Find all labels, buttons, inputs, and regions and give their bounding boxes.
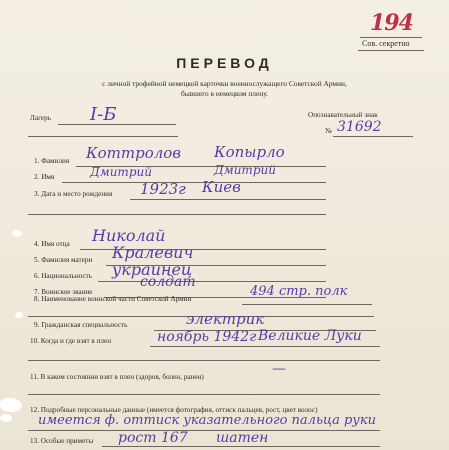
field-13-label: 13. Особые приметы	[30, 437, 94, 445]
tag-label: Опознавательный знак	[308, 111, 378, 119]
field-13-value: рост 167	[118, 430, 188, 446]
field-9-label: 9. Гражданская специальность	[34, 321, 128, 329]
field-10-value-2: Великие Луки	[258, 328, 362, 344]
field-10-line-2	[28, 360, 380, 361]
field-3-line-2	[28, 214, 326, 215]
paper-tear	[0, 414, 12, 422]
field-4-value: Николай	[92, 226, 166, 245]
field-11-label: 11. В каком состоянии взят в плен (здоров, болен, ранен)	[30, 373, 204, 381]
tag-value: 31692	[337, 119, 382, 135]
field-10-label: 10. Когда и где взят в плен	[30, 337, 112, 345]
field-12-value: имеется ф. оттиск указательного пальца руки	[38, 413, 376, 428]
paper-tear	[15, 312, 23, 318]
field-5-value: Кралевич	[112, 243, 194, 262]
field-2-value-2: Дмитрий	[214, 163, 276, 177]
paper-tear	[0, 398, 22, 412]
field-11-line	[28, 394, 380, 395]
field-8-line	[242, 304, 372, 305]
classification-label: Сов. секретно	[362, 39, 410, 48]
field-8-label: 8. Наименование воинской части Советской Армии	[34, 295, 192, 303]
field-5-label: 5. Фамилия матери	[34, 256, 93, 264]
field-3-label: 3. Дата и место рождения	[34, 190, 113, 198]
camp-value: I-Б	[90, 104, 117, 125]
field-1-label: 1. Фамилия	[34, 157, 70, 165]
field-3-value: 1923г	[140, 180, 186, 198]
field-12-line	[28, 430, 380, 431]
field-10-value: ноябрь 1942г	[157, 329, 257, 345]
field-12-label: 12. Подробные персональные данные (имеется фотография, оттиск пальцев, рост, цвет волос)	[30, 406, 318, 414]
field-3-value-2: Киев	[202, 178, 241, 196]
field-2-line	[62, 182, 326, 183]
tag-line	[333, 136, 413, 137]
field-10-line	[150, 346, 380, 347]
field-6-label: 6. Национальность	[34, 272, 93, 280]
field-2-value: Дмитрий	[90, 165, 152, 179]
field-11-value: —	[272, 361, 286, 377]
tag-number-sign: №	[325, 127, 332, 135]
document-subtitle-line2: бывшего в немецком плену.	[180, 89, 269, 98]
field-13-line	[102, 446, 380, 447]
field-6-line	[98, 281, 326, 282]
field-2-label: 2. Имя	[34, 173, 55, 181]
field-8-value: 494 стр. полк	[250, 284, 348, 299]
field-6-value: украинец	[112, 260, 193, 279]
camp-label: Лагерь	[30, 114, 51, 122]
field-1-value-2: Копырло	[214, 143, 285, 161]
field-4-label: 4. Имя отца	[34, 240, 70, 248]
paper-tear	[12, 230, 22, 237]
camp-line	[58, 124, 176, 125]
document-subtitle-line1: с личной трофейной немецкой карточки военнослужащего Советской Армии,	[102, 79, 347, 88]
document-title: ПЕРЕВОД	[176, 55, 273, 71]
classification-underline	[358, 50, 424, 51]
field-7-value: солдат	[140, 274, 196, 290]
camp-line-2	[28, 136, 178, 137]
field-13-value-2: шатен	[216, 430, 269, 446]
handwritten-file-number: 194	[370, 10, 413, 36]
field-1-value: Коттролов	[86, 144, 182, 162]
field-3-line	[130, 199, 326, 200]
field-7-label: 7. Воинское звание	[34, 288, 93, 296]
field-9-value: электрик	[186, 310, 265, 328]
stamp-underline	[360, 37, 422, 38]
